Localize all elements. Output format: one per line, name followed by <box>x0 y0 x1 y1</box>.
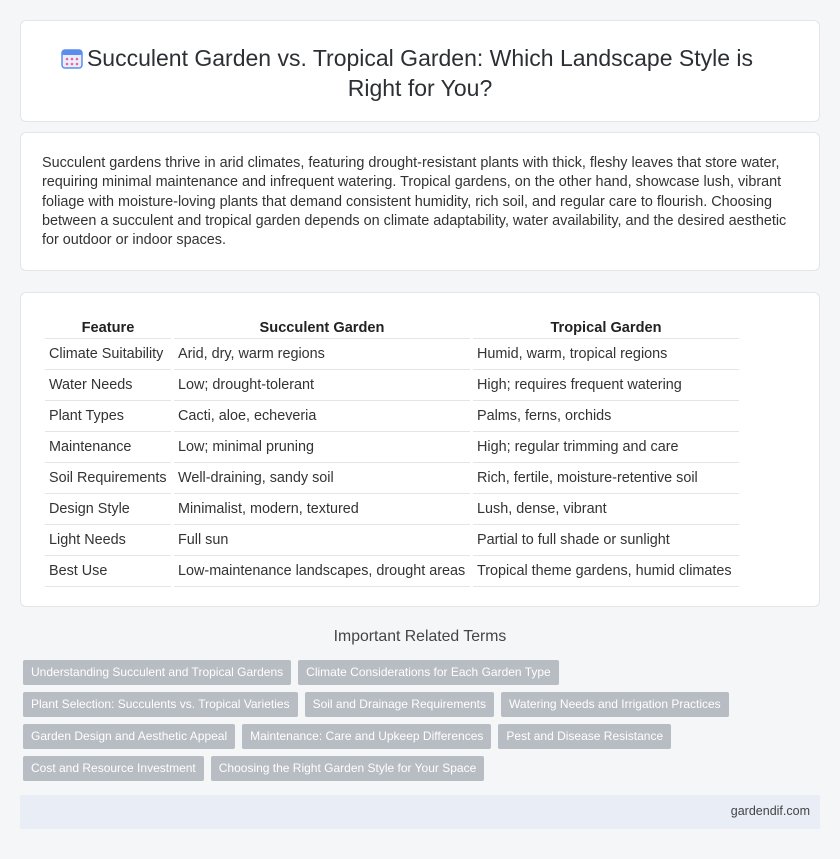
feature-cell: Plant Types <box>45 401 171 432</box>
related-terms-title: Important Related Terms <box>333 628 507 645</box>
table-row <box>45 494 739 525</box>
succulent-cell: Low; minimal pruning <box>174 432 470 463</box>
feature-cell: Best Use <box>45 556 171 587</box>
succulent-cell: Minimalist, modern, textured <box>174 494 470 525</box>
table-header-row <box>45 317 739 339</box>
header-succulent: Succulent Garden <box>174 317 470 339</box>
feature-cell: Climate Suitability <box>45 339 171 370</box>
related-terms-tags <box>23 660 763 788</box>
related-term-tag[interactable]: Choosing the Right Garden Style for Your Space <box>211 756 485 781</box>
table-row <box>45 370 739 401</box>
tag-row <box>23 692 763 717</box>
related-term-tag[interactable]: Pest and Disease Resistance <box>498 724 671 749</box>
succulent-cell: Arid, dry, warm regions <box>174 339 470 370</box>
succulent-cell: Well-draining, sandy soil <box>174 463 470 494</box>
table-row <box>45 463 739 494</box>
tropical-cell: Rich, fertile, moisture-retentive soil <box>473 463 739 494</box>
related-term-tag[interactable]: Climate Considerations for Each Garden Type <box>298 660 559 685</box>
related-term-tag[interactable]: Understanding Succulent and Tropical Gardens <box>23 660 291 685</box>
page-title: Succulent Garden vs. Tropical Garden: Which Landscape Style is Right for You? <box>86 45 754 101</box>
feature-cell: Maintenance <box>45 432 171 463</box>
tag-row <box>23 724 763 749</box>
succulent-cell: Low-maintenance landscapes, drought areas <box>174 556 470 587</box>
feature-cell: Light Needs <box>45 525 171 556</box>
header-card <box>20 20 820 122</box>
tropical-cell: Partial to full shade or sunlight <box>473 525 739 556</box>
related-term-tag[interactable]: Cost and Resource Investment <box>23 756 204 781</box>
succulent-cell: Full sun <box>174 525 470 556</box>
tropical-cell: Lush, dense, vibrant <box>473 494 739 525</box>
comparison-table-card <box>20 292 820 607</box>
header-tropical: Tropical Garden <box>473 317 739 339</box>
feature-cell: Design Style <box>45 494 171 525</box>
table-row <box>45 432 739 463</box>
feature-cell: Water Needs <box>45 370 171 401</box>
succulent-cell: Cacti, aloe, echeveria <box>174 401 470 432</box>
related-term-tag[interactable]: Watering Needs and Irrigation Practices <box>501 692 729 717</box>
table-row <box>45 401 739 432</box>
site-link[interactable]: gardendif.com <box>730 804 810 818</box>
intro-card <box>20 132 820 271</box>
table-row <box>45 525 739 556</box>
related-term-tag[interactable]: Maintenance: Care and Upkeep Differences <box>242 724 491 749</box>
table-row <box>45 556 739 587</box>
tag-row <box>23 660 763 685</box>
tropical-cell: High; regular trimming and care <box>473 432 739 463</box>
related-term-tag[interactable]: Soil and Drainage Requirements <box>305 692 494 717</box>
related-term-tag[interactable]: Garden Design and Aesthetic Appeal <box>23 724 235 749</box>
footer-bar <box>20 795 820 829</box>
comparison-table <box>42 317 742 587</box>
tropical-cell: Tropical theme gardens, humid climates <box>473 556 739 587</box>
intro-paragraph: Succulent gardens thrive in arid climates, featuring drought-resistant plants with thick, fleshy leaves that store water, requiring minimal maintenance and infrequent watering. Tropical gardens, on the other hand, showcase lush, vibrant foliage with moisture-loving plants that demand consistent humidity, rich soil, and regular care to flourish. Choosing between a succulent and tropical garden depends on climate adaptability, water availability, and the desired aesthetic for outdoor or indoor spaces. <box>42 155 787 249</box>
feature-cell: Soil Requirements <box>45 463 171 494</box>
tropical-cell: Palms, ferns, orchids <box>473 401 739 432</box>
table-row <box>45 339 739 370</box>
tropical-cell: Humid, warm, tropical regions <box>473 339 739 370</box>
tag-row <box>23 756 763 781</box>
header-feature: Feature <box>45 317 171 339</box>
related-term-tag[interactable]: Plant Selection: Succulents vs. Tropical Varieties <box>23 692 298 717</box>
tropical-cell: High; requires frequent watering <box>473 370 739 401</box>
succulent-cell: Low; drought-tolerant <box>174 370 470 401</box>
